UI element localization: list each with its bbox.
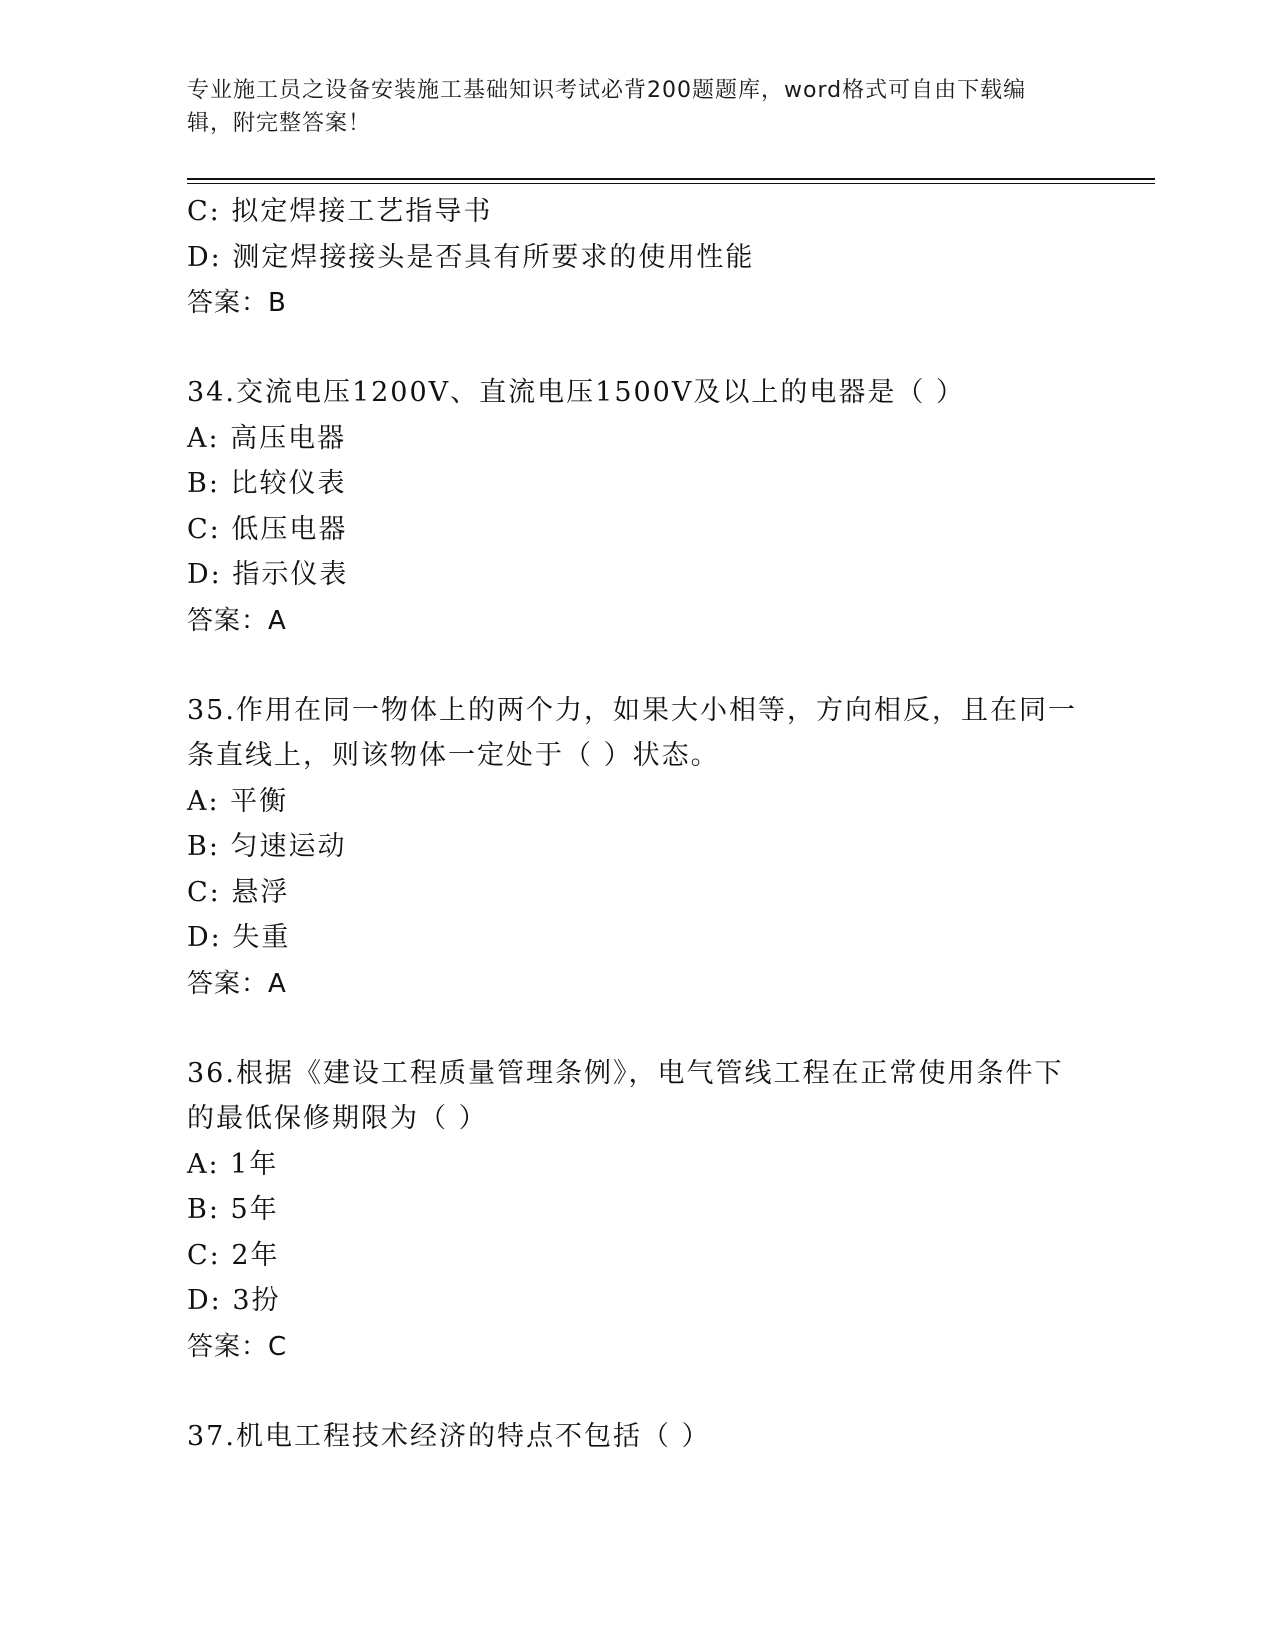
option-b: B: 5年 — [187, 1194, 279, 1225]
option-b: B: 比较仪表 — [187, 468, 347, 499]
header-rule-thin — [187, 183, 1155, 184]
answer-line: 答案：C — [187, 1331, 288, 1362]
question-37 — [187, 1414, 1087, 1460]
option-d: D: 指示仪表 — [187, 559, 349, 590]
option-b: B: 匀速运动 — [187, 831, 347, 862]
spacer — [187, 1370, 1087, 1414]
question-text: 35.作用在同一物体上的两个力，如果大小相等，方向相反，且在同一条直线上，则该物体一定处于（ ）状态。 — [187, 694, 1077, 771]
option-c: C: 悬浮 — [187, 876, 290, 908]
option-d: D: 测定焊接接头是否具有所要求的使用性能 — [187, 241, 755, 273]
question-35 — [187, 688, 1087, 1007]
option-c: C: 低压电器 — [187, 513, 348, 545]
spacer — [187, 1007, 1087, 1051]
option-a: A: 平衡 — [187, 785, 289, 817]
answer-line: 答案：B — [187, 288, 287, 318]
question-text: 37.机电工程技术经济的特点不包括（ ） — [187, 1420, 711, 1452]
option-a: A: 高压电器 — [187, 422, 347, 454]
spacer — [187, 644, 1087, 688]
answer-line: 答案：A — [187, 605, 287, 636]
spacer — [187, 326, 1087, 370]
document-header: 专业施工员之设备安装施工基础知识考试必背200题题库，word格式可自由下载编辑，附完整答案！ — [187, 78, 1027, 136]
option-d: D: 失重 — [187, 922, 291, 953]
question-34 — [187, 370, 1087, 644]
question-text: 34.交流电压1200V、直流电压1500V及以上的电器是（ ） — [187, 377, 965, 408]
option-c: C: 拟定焊接工艺指导书 — [187, 196, 493, 227]
question-continuation — [187, 189, 1087, 326]
answer-line: 答案：A — [187, 968, 287, 999]
option-c: C: 2年 — [187, 1239, 280, 1271]
document-body — [187, 189, 1087, 1459]
question-text: 36.根据《建设工程质量管理条例》，电气管线工程在正常使用条件下的最低保修期限为（ ） — [187, 1057, 1064, 1134]
option-d: D: 3扮 — [187, 1285, 281, 1316]
question-36 — [187, 1051, 1087, 1370]
option-a: A: 1年 — [187, 1148, 279, 1180]
header-rule-thick — [187, 178, 1155, 180]
